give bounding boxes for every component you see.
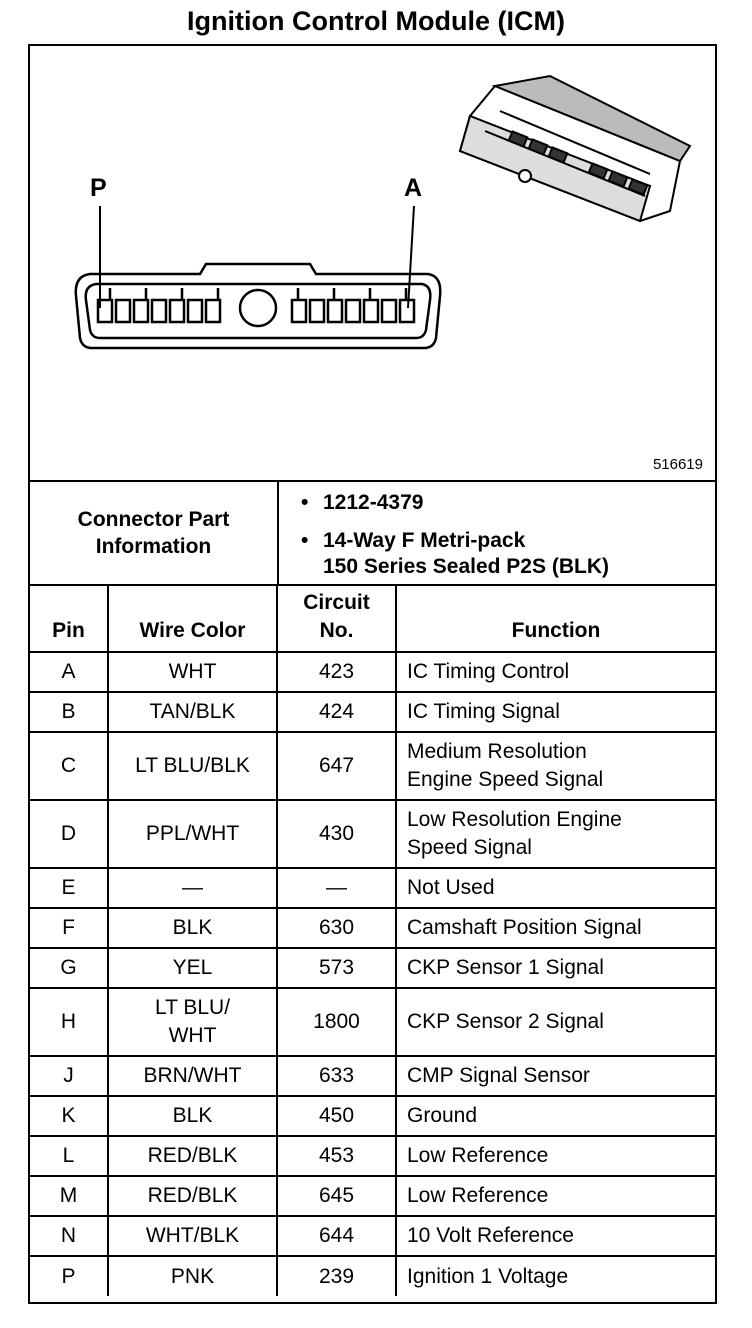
- table-row: [30, 692, 715, 732]
- function-line: Camshaft Position Signal: [407, 916, 642, 939]
- connector-3d-view: [460, 76, 690, 221]
- cell-function: [396, 988, 715, 1056]
- cell-circuit: 647: [277, 732, 396, 800]
- function-line: Engine Speed Signal: [407, 768, 604, 791]
- cell-function: [396, 1136, 715, 1176]
- wire-color-line: BLK: [172, 916, 213, 939]
- header-circuit: [277, 584, 396, 652]
- cell-wire-color: [108, 1176, 277, 1216]
- cell-wire-color: [108, 692, 277, 732]
- table-row: [30, 1136, 715, 1176]
- wire-color-line: RED/BLK: [147, 1144, 238, 1167]
- header-circuit-line: No.: [319, 619, 354, 642]
- cell-pin: J: [30, 1056, 108, 1096]
- table-row: [30, 988, 715, 1056]
- function-line: Low Resolution Engine: [407, 808, 622, 831]
- page-title: Ignition Control Module (ICM): [187, 6, 565, 36]
- cell-wire-color: [108, 800, 277, 868]
- cell-function: [396, 868, 715, 908]
- header-wire-color: Wire Color: [108, 584, 277, 652]
- cell-wire-color: [108, 868, 277, 908]
- table-row: [30, 1176, 715, 1216]
- cell-pin: A: [30, 652, 108, 692]
- wire-color-line: —: [182, 876, 203, 899]
- wire-color-line: BRN/WHT: [143, 1064, 242, 1087]
- cell-pin: C: [30, 732, 108, 800]
- cell-function: [396, 800, 715, 868]
- wire-color-line: LT BLU/BLK: [135, 754, 250, 777]
- cell-circuit: 573: [277, 948, 396, 988]
- function-line: CMP Signal Sensor: [407, 1064, 590, 1087]
- pin-a-label: A: [404, 174, 423, 202]
- function-line: Speed Signal: [407, 836, 532, 859]
- cell-pin: M: [30, 1176, 108, 1216]
- connector-info-item: [323, 528, 609, 580]
- connector-info-label-line: Information: [95, 535, 212, 558]
- wire-color-line: WHT/BLK: [145, 1224, 240, 1247]
- connector-sheet: [28, 44, 717, 1304]
- cell-wire-color: [108, 1256, 277, 1296]
- cell-wire-color: [108, 652, 277, 692]
- cell-circuit: 424: [277, 692, 396, 732]
- cell-pin: H: [30, 988, 108, 1056]
- function-line: Not Used: [407, 876, 495, 899]
- header-circuit-line: Circuit: [303, 591, 370, 614]
- connector-part-number: • 1212-4379: [323, 491, 424, 514]
- cell-circuit: 645: [277, 1176, 396, 1216]
- cell-wire-color: [108, 988, 277, 1056]
- cell-function: [396, 1216, 715, 1256]
- table-row: [30, 1096, 715, 1136]
- function-line: CKP Sensor 2 Signal: [407, 1010, 604, 1033]
- cell-circuit: 239: [277, 1256, 396, 1296]
- cell-wire-color: [108, 948, 277, 988]
- cell-pin: F: [30, 908, 108, 948]
- cell-function: [396, 692, 715, 732]
- cell-pin: K: [30, 1096, 108, 1136]
- cell-pin: G: [30, 948, 108, 988]
- table-row: [30, 868, 715, 908]
- table-header-row: [30, 584, 715, 652]
- connector-front-view: [76, 206, 440, 348]
- cell-pin: B: [30, 692, 108, 732]
- cell-pin: P: [30, 1256, 108, 1296]
- table-row: [30, 1056, 715, 1096]
- cell-wire-color: [108, 732, 277, 800]
- cell-circuit: 630: [277, 908, 396, 948]
- wire-color-line: PNK: [170, 1264, 215, 1288]
- wire-color-line: BLK: [172, 1104, 213, 1127]
- connector-info-item: [323, 490, 423, 516]
- table-row: [30, 948, 715, 988]
- header-function: Function: [396, 584, 715, 652]
- cell-function: [396, 1056, 715, 1096]
- connector-info-label: [30, 482, 279, 584]
- wire-color-line: WHT: [168, 1024, 217, 1047]
- cell-wire-color: [108, 1136, 277, 1176]
- cell-function: [396, 948, 715, 988]
- function-line: 10 Volt Reference: [407, 1224, 574, 1247]
- table-row: [30, 732, 715, 800]
- cell-wire-color: [108, 908, 277, 948]
- cell-function: [396, 1256, 715, 1296]
- connector-figure: [30, 46, 715, 482]
- cell-circuit: 430: [277, 800, 396, 868]
- wire-color-line: WHT: [168, 660, 217, 683]
- connector-type-line: • 14-Way F Metri-pack: [323, 529, 526, 552]
- wire-color-line: YEL: [172, 956, 213, 979]
- pin-p-label: P: [90, 174, 107, 202]
- connector-type-line: 150 Series Sealed P2S (BLK): [323, 555, 609, 578]
- cell-pin: E: [30, 868, 108, 908]
- function-line: IC Timing Signal: [407, 700, 560, 723]
- cell-function: [396, 652, 715, 692]
- table-row: [30, 908, 715, 948]
- cell-pin: N: [30, 1216, 108, 1256]
- cell-function: [396, 1096, 715, 1136]
- function-line: Ground: [407, 1104, 478, 1127]
- function-line: Low Reference: [407, 1144, 549, 1167]
- wire-color-line: LT BLU/: [154, 996, 231, 1019]
- cell-circuit: 450: [277, 1096, 396, 1136]
- table-row: [30, 1256, 715, 1296]
- cell-function: [396, 1176, 715, 1216]
- cell-circuit: 644: [277, 1216, 396, 1256]
- function-line: Ignition 1 Voltage: [407, 1264, 569, 1288]
- cell-wire-color: [108, 1216, 277, 1256]
- function-line: CKP Sensor 1 Signal: [407, 956, 604, 979]
- connector-illustration: [30, 46, 715, 480]
- figure-number: 516619: [652, 456, 703, 473]
- cell-wire-color: [108, 1056, 277, 1096]
- cell-function: [396, 908, 715, 948]
- function-line: Low Reference: [407, 1184, 549, 1207]
- cell-circuit: 633: [277, 1056, 396, 1096]
- table-row: [30, 652, 715, 692]
- function-line: Medium Resolution: [407, 740, 587, 763]
- cell-wire-color: [108, 1096, 277, 1136]
- wire-color-line: TAN/BLK: [149, 700, 236, 723]
- pinout-table: [30, 584, 715, 1296]
- connector-info: [30, 482, 715, 586]
- connector-info-label-line: Connector Part: [77, 508, 230, 531]
- wire-color-line: RED/BLK: [147, 1184, 238, 1207]
- wire-color-line: PPL/WHT: [145, 822, 240, 845]
- cell-circuit: 1800: [277, 988, 396, 1056]
- cell-pin: D: [30, 800, 108, 868]
- header-pin: Pin: [30, 584, 108, 652]
- cell-function: [396, 732, 715, 800]
- table-row: [30, 1216, 715, 1256]
- cell-circuit: 453: [277, 1136, 396, 1176]
- table-row: [30, 800, 715, 868]
- cell-pin: L: [30, 1136, 108, 1176]
- cell-circuit: 423: [277, 652, 396, 692]
- cell-circuit: —: [277, 868, 396, 908]
- connector-info-list: [279, 482, 715, 584]
- function-line: IC Timing Control: [407, 660, 570, 683]
